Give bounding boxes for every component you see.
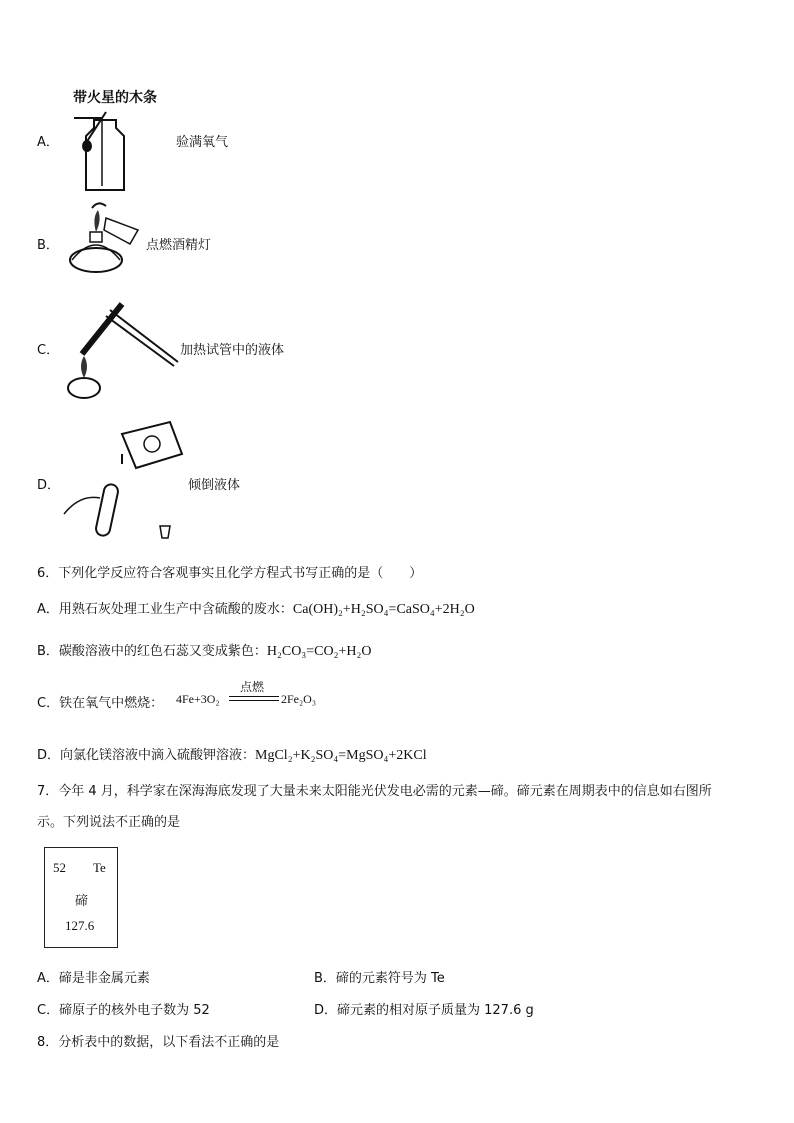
atomic-mass: 127.6 <box>65 918 95 933</box>
q7-option-b: B．碲的元素符号为 Te <box>314 971 445 986</box>
q6-option-c <box>37 692 163 711</box>
option-c-letter: C． <box>37 343 60 358</box>
q6-option-a <box>37 598 475 618</box>
element-name: 碲 <box>75 894 89 909</box>
q7-stem-line1: 7．今年 4 月，科学家在深海海底发现了大量未来太阳能光伏发电必需的元素—碲。碲元素在周期表中的信息如右图所 <box>37 784 712 799</box>
option-a-letter: A． <box>37 135 59 150</box>
q7-stem-line2: 示。下列说法不正确的是 <box>37 815 181 830</box>
option-d-desc: 倾倒液体 <box>188 478 241 493</box>
q7-option-d: D．碲元素的相对原子质量为 127.6 g <box>314 1003 534 1018</box>
q6-option-c-lhs: 4Fe+3O₂ <box>176 692 220 706</box>
q6-option-b <box>37 640 371 660</box>
q6-option-c-double-line <box>229 696 279 701</box>
option-c-desc: 加热试管中的液体 <box>180 343 285 358</box>
option-a-desc: 验满氧气 <box>176 135 229 150</box>
option-b-desc: 点燃酒精灯 <box>146 238 212 253</box>
option-d-letter: D． <box>37 478 61 493</box>
q6-option-a-formula: Ca(OH)₂+H₂SO₄=CaSO₄+2H₂O <box>292 602 475 617</box>
q7-option-a: A．碲是非金属元素 <box>37 971 150 986</box>
periodic-table-cell <box>44 847 118 948</box>
q6-option-c-condition: 点燃 <box>240 680 265 694</box>
figure-label-wood-splint: 带火星的木条 <box>73 90 157 106</box>
atomic-number: 52 <box>53 860 66 875</box>
heating-test-tube-figure <box>62 296 184 404</box>
q6-option-d <box>37 744 427 764</box>
pouring-liquid-figure <box>60 414 190 544</box>
element-symbol: Te <box>93 860 106 875</box>
q7-option-c: C．碲原子的核外电子数为 52 <box>37 1003 210 1018</box>
q6-option-a-text: A．用熟石灰处理工业生产中含硫酸的废水： <box>37 602 293 617</box>
option-b-letter: B． <box>37 238 59 253</box>
q6-option-c-text: C．铁在氧气中燃烧： <box>37 696 164 711</box>
q6-option-b-text: B．碳酸溶液中的红色石蕊又变成紫色： <box>37 644 267 659</box>
q6-option-d-formula: MgCl₂+K₂SO₄=MgSO₄+2KCl <box>255 748 427 763</box>
q6-stem: 6．下列化学反应符合客观事实且化学方程式书写正确的是（ ） <box>37 566 423 581</box>
q6-option-c-rhs: 2Fe₂O₃ <box>281 692 317 706</box>
alcohol-lamp-lighting-figure <box>66 200 146 280</box>
gas-bottle-figure <box>72 106 132 194</box>
q8-stem: 8．分析表中的数据，以下看法不正确的是 <box>37 1035 280 1050</box>
q6-option-d-text: D．向氯化镁溶液中滴入硫酸钾溶液： <box>37 748 256 763</box>
q6-option-b-formula: H₂CO₃=CO₂+H₂O <box>266 644 372 659</box>
